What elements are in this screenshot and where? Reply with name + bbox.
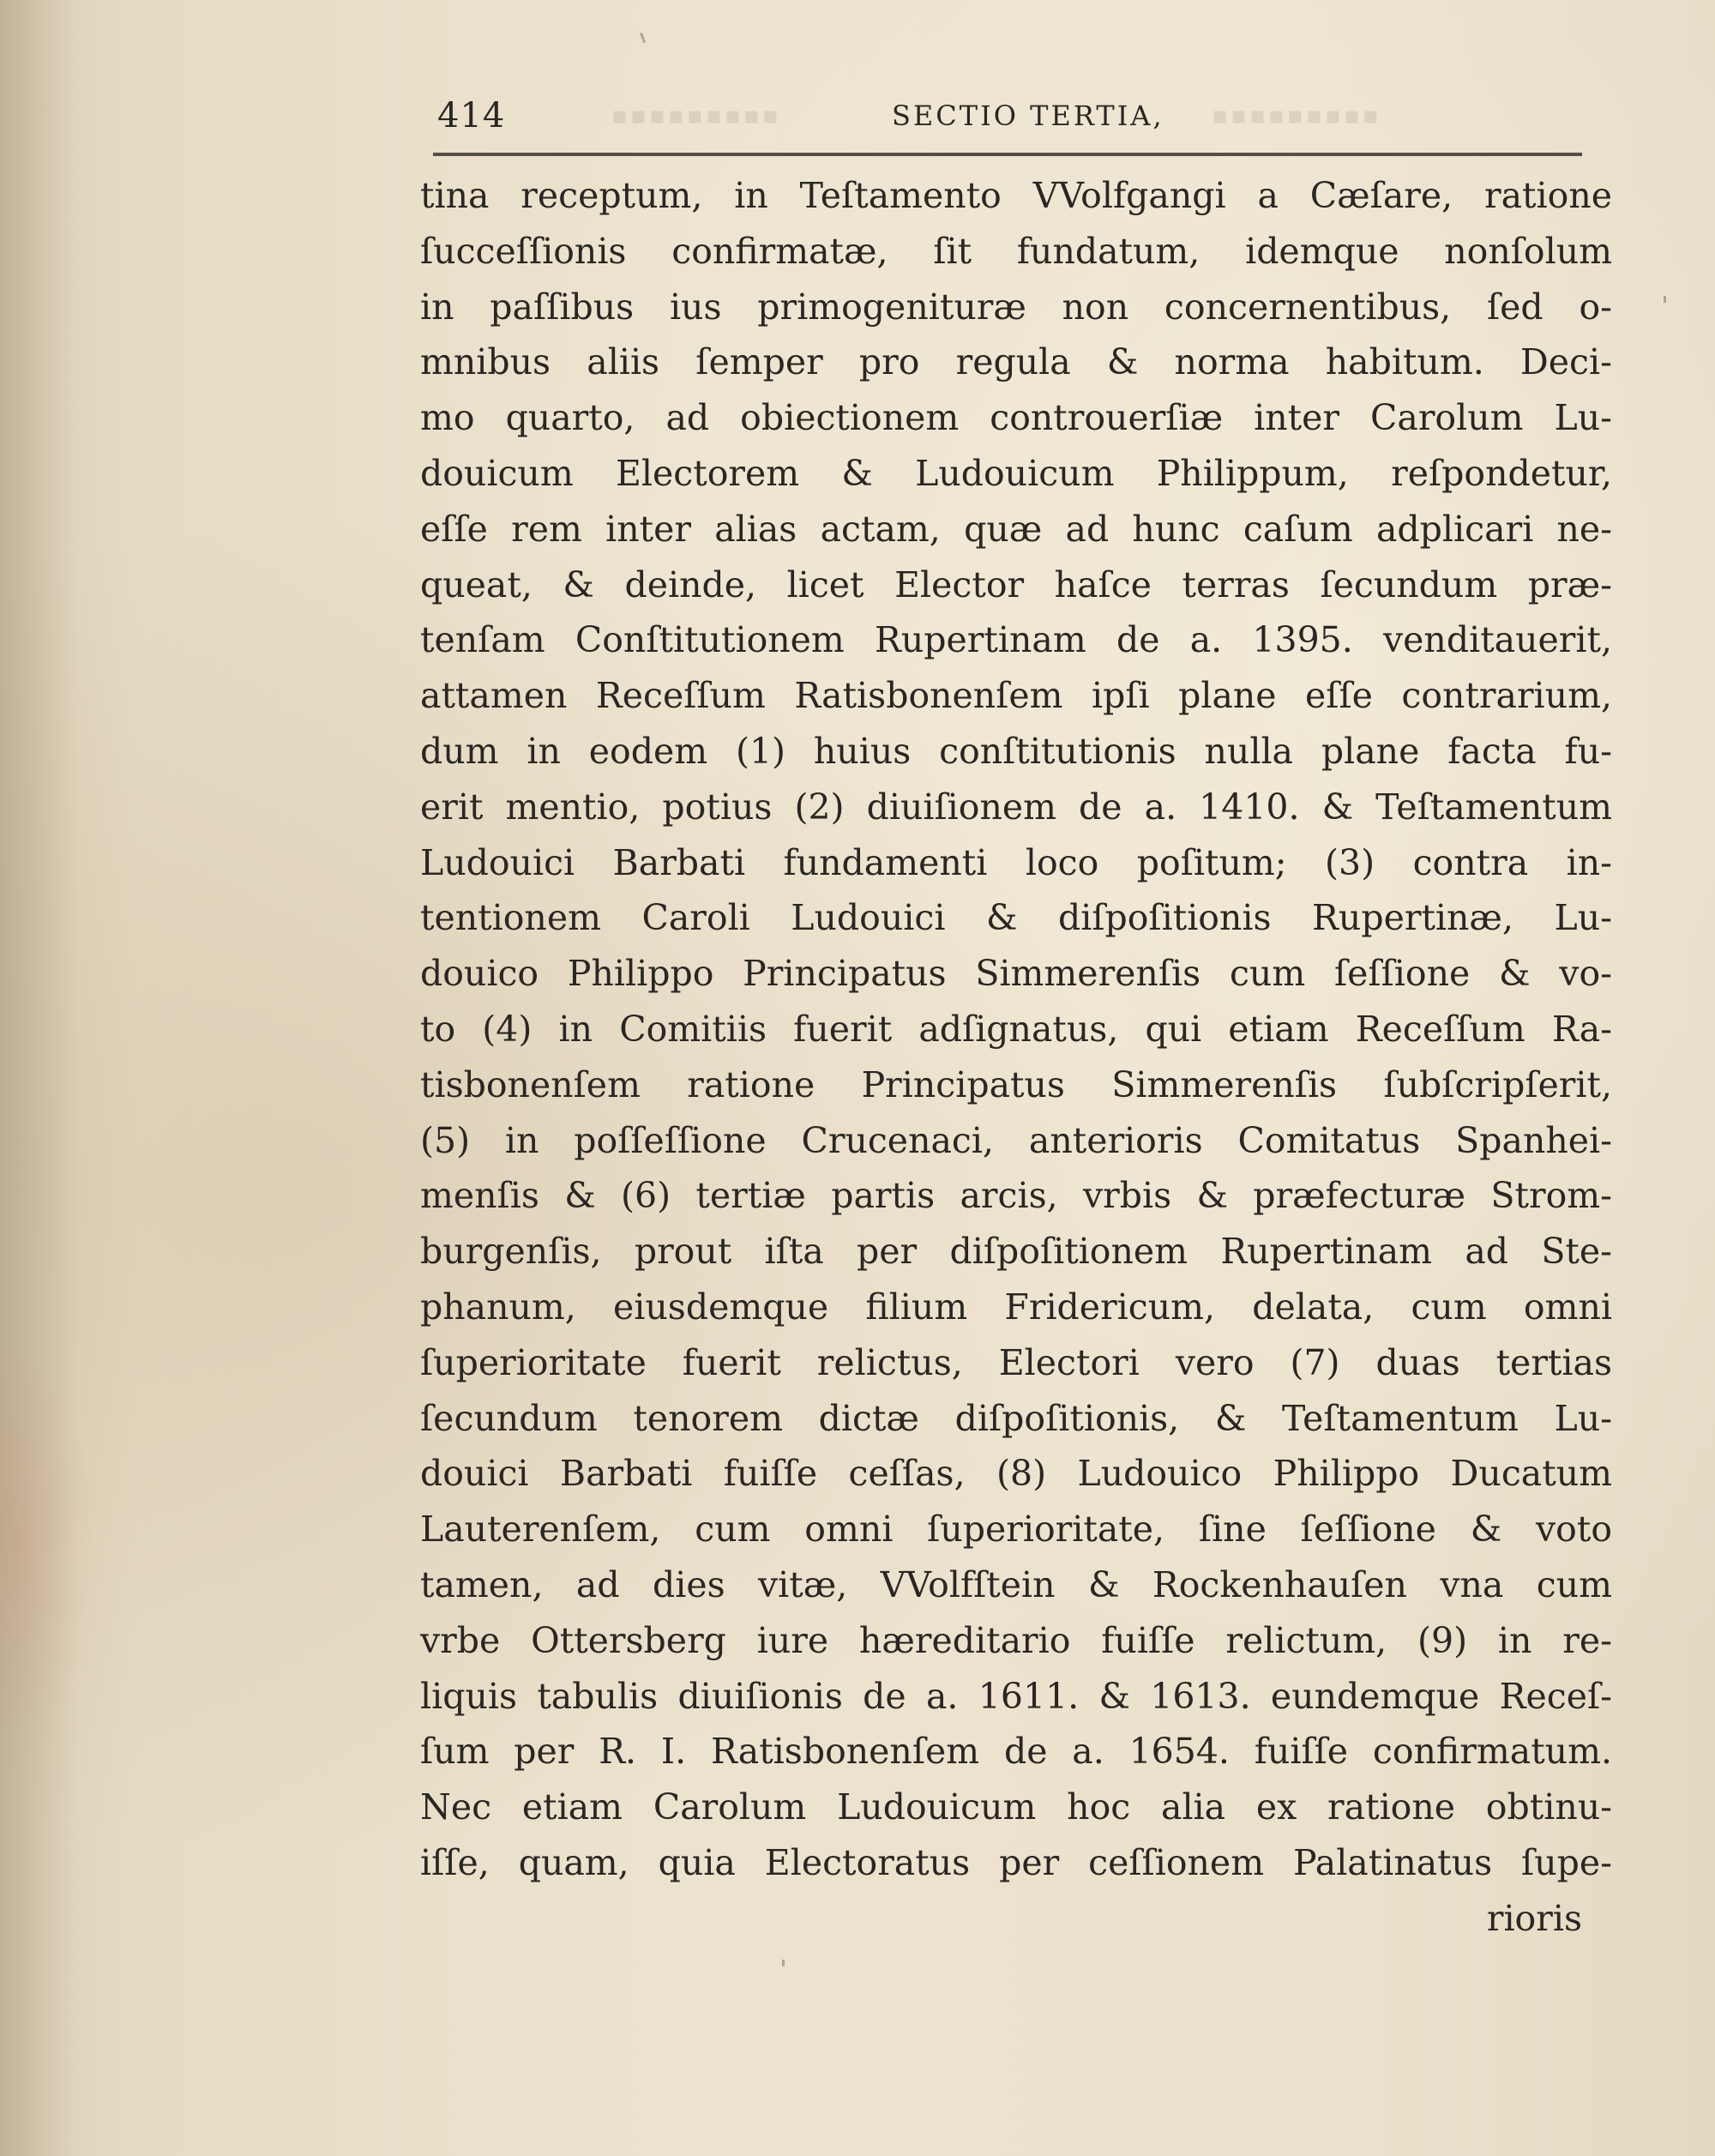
show-through-right: ▪▪▪▪▪▪▪▪▪ [1209,101,1379,129]
text-line: in paſſibus ius primogenituræ non concernentibus, ſed o- [420,286,1612,328]
ink-speck [1664,296,1666,303]
body-text [420,168,1612,1947]
text-line: Nec etiam Carolum Ludouicum hoc alia ex ratione obtinu- [420,1786,1612,1828]
text-line: tamen, ad dies vitæ, VVolfſtein & Rockenhauſen vna cum [420,1563,1612,1605]
text-line: Lauterenſem, cum omni ſuperioritate, ſine ſeſſione & voto [420,1509,1612,1551]
text-line: menſis & (6) tertiæ partis arcis, vrbis & præfecturæ Strom- [420,1175,1612,1217]
text-line: liquis tabulis diuiſionis de a. 1611. & 1613. eundemque Receſ- [420,1675,1612,1717]
text-line: ſuperioritate fuerit relictus, Electori vero (7) duas tertias [420,1341,1612,1383]
text-line: burgenſis, prout iſta per diſpoſitionem Rupertinam ad Ste- [420,1231,1612,1273]
page-number: 414 [437,96,506,136]
catchword: rioris [1486,1897,1582,1939]
text-line: queat, & deinde, licet Elector haſce terras ſecundum præ- [420,563,1612,605]
text-line: ſucceſſionis confirmatæ, ſit fundatum, idemque nonſolum [420,230,1612,272]
ink-speck [782,1960,785,1966]
text-line: douici Barbati fuiſſe ceſſas, (8) Ludouico Philippo Ducatum [420,1453,1612,1495]
text-line: ſecundum tenorem dictæ diſpoſitionis, & Teſtamentum Lu- [420,1397,1612,1439]
paper-stain [0,1329,94,1758]
text-line: douico Philippo Principatus Simmerenſis cum ſeſſione & vo- [420,953,1612,995]
text-line: tentionem Caroli Ludouici & diſpoſitionis Rupertinæ, Lu- [420,897,1612,939]
text-line: tina receptum, in Teſtamento VVolfgangi a Cæſare, ratione [420,175,1612,216]
text-line: douicum Electorem & Ludouicum Philippum, reſpondetur, [420,452,1612,494]
header-rule [433,153,1582,156]
text-line: erit mentio, potius (2) diuiſionem de a. 1410. & Teſtamentum [420,786,1612,828]
text-line: (5) in poſſeſſione Crucenaci, anterioris Comitatus Spanhei- [420,1119,1612,1161]
text-line: vrbe Ottersberg iure hæreditario fuiſſe relictum, (9) in re- [420,1619,1612,1661]
text-line: dum in eodem (1) huius conſtitutionis nulla plane facta fu- [420,730,1612,772]
text-line: attamen Receſſum Ratisbonenſem ipſi plane eſſe contrarium, [420,675,1612,717]
text-line: ſum per R. I. Ratisbonenſem de a. 1654. fuiſſe confirmatum. [420,1731,1612,1773]
text-line: mnibus aliis ſemper pro regula & norma habitum. Deci- [420,341,1612,383]
text-line: phanum, eiusdemque filium Fridericum, delata, cum omni [420,1286,1612,1328]
ink-speck [640,33,646,43]
text-line: tisbonenſem ratione Principatus Simmerenſis ſubſcripſerit, [420,1063,1612,1105]
text-line: to (4) in Comitiis fuerit adſignatus, qui etiam Receſſum Ra- [420,1008,1612,1050]
text-line: eſſe rem inter alias actam, quæ ad hunc caſum adplicari ne- [420,508,1612,550]
text-line: iſſe, quam, quia Electoratus per ceſſionem Palatinatus ſupe- [420,1841,1612,1883]
text-line: mo quarto, ad obiectionem controuerſiæ inter Carolum Lu- [420,397,1612,439]
running-head [437,96,1582,148]
text-line: Ludouici Barbati fundamenti loco poſitum; (3) contra in- [420,841,1612,883]
text-line: tenſam Conſtitutionem Rupertinam de a. 1395. venditauerit, [420,619,1612,661]
show-through-left: ▪▪▪▪▪▪▪▪▪ [609,101,779,129]
section-title: SECTIO TERTIA, [892,99,1164,132]
gutter-shadow [0,0,77,2156]
